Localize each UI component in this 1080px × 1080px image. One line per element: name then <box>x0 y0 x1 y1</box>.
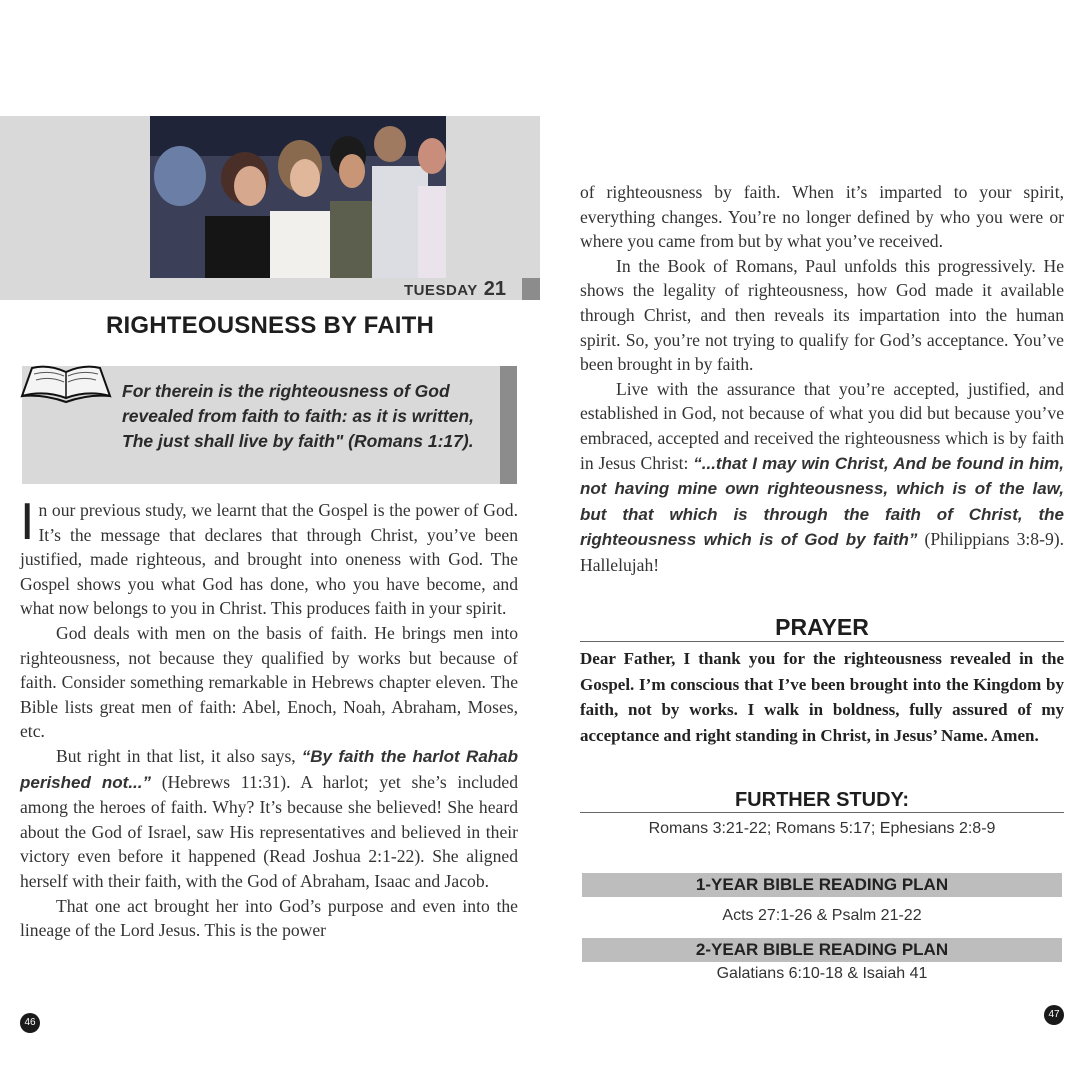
right-paragraph-3-quote: “...that I may win Christ, And be found in him, not having mine own righteousness, which is of the law, but that which is through the faith of Christ, the righteousness which is of God by faith” <box>580 453 1064 550</box>
right-paragraph-3-lead: Live with the assurance that you’re accepted, justified, and established in God, not because of what you did but because you’ve embraced, accepted and received the righteousness which is by faith in Jesus Christ: <box>580 378 1064 473</box>
plan-2-text: Galatians 6:10-18 & Isaiah 41 <box>716 965 928 982</box>
date-label <box>404 278 506 300</box>
further-study-heading: FURTHER STUDY: <box>734 789 910 811</box>
page-title: RIGHTEOUSNESS BY FAITH <box>105 312 434 339</box>
date-number: 21 <box>483 278 506 300</box>
plan-1-heading: 1-YEAR BIBLE READING PLAN <box>582 873 1062 897</box>
page-number: 46 <box>20 1013 40 1033</box>
date-tab <box>522 278 540 300</box>
prayer-heading: PRAYER <box>775 614 869 640</box>
verse-accent-bar <box>500 366 517 484</box>
left-body <box>20 493 518 943</box>
prayer-text: Dear Father, I thank you for the righteousness revealed in the Gospel. I’m conscious that I’ve been brought into the Kingdom by faith, not by works. I walk in boldness, fully assured of my acceptance and right standing in Christ, in Jesus’ Name. Amen. <box>580 649 1064 745</box>
plan-2-heading: 2-YEAR BIBLE READING PLAN <box>582 938 1062 962</box>
paragraph-1-text: n our previous study, we learnt that the Gospel is the power of God. It’s the message that declares that through Christ, you’ve been justified, made righteous, and brought into oneness with God. The Gospel shows you what God has done, who you have become, and what now belongs to you in Christ. This produces faith in your spirit. <box>20 500 518 619</box>
right-page <box>540 0 1080 1080</box>
verse-quote: For therein is the righteousness of God revealed from faith to faith: as it is written, The just shall live by faith" (Romans 1:17). <box>122 381 475 451</box>
right-paragraph-3 <box>580 377 1064 578</box>
congregation-photo <box>150 116 446 278</box>
drop-cap: I <box>20 493 35 551</box>
right-paragraph-3-rest: (Philippians 3:8-9). Hallelujah! <box>580 529 1064 575</box>
prayer-rule <box>580 641 1064 642</box>
page-number: 47 <box>1044 1005 1064 1025</box>
paragraph-3-rest: (Hebrews 11:31). A harlot; yet she’s included among the heroes of faith. Why? It’s because she believed! She heard about the God of Israel, saw His representatives and believed in their victory even before it happened (Read Joshua 2:1-22). She aligned herself with their faith, with the God of Abraham, Isaac and Jacob. <box>20 771 518 891</box>
paragraph-3 <box>20 744 518 894</box>
paragraph-4: That one act brought her into God’s purpose and even into the lineage of the Lord Jesus. This is the power <box>20 895 518 941</box>
date-day: TUESDAY <box>403 282 478 299</box>
plan-1-text: Acts 27:1-26 & Psalm 21-22 <box>722 907 922 924</box>
further-study-refs: Romans 3:21-22; Romans 5:17; Ephesians 2:8-9 <box>648 820 996 837</box>
right-paragraph-2: In the Book of Romans, Paul unfolds this progressively. He shows the legality of righteousness, how God made it available through Christ, and then reveals its impartation into the human spirit. So, you’re not trying to qualify for God’s acceptance. You’ve been brought in by faith. <box>580 255 1064 375</box>
right-paragraph-1: of righteousness by faith. When it’s imparted to your spirit, everything changes. You’re no longer defined by who you were or where you came from but by what you’ve received. <box>580 182 1064 252</box>
paragraph-3-lead: But right in that list, it also says, <box>56 745 302 766</box>
right-body <box>580 180 1064 578</box>
open-book-icon <box>20 362 112 404</box>
further-study-rule <box>580 812 1064 813</box>
paragraph-2: God deals with men on the basis of faith. He brings men into righteousness, not because they qualified by works but because of faith. Consider something remarkable in Hebrews chapter eleven. The Bible lists great men of faith: Abel, Enoch, Noah, Abraham, Moses, etc. <box>20 622 518 742</box>
paragraph-3-quote: “By faith the harlot Rahab perished not...” <box>20 746 518 792</box>
paragraph-1 <box>20 493 518 621</box>
